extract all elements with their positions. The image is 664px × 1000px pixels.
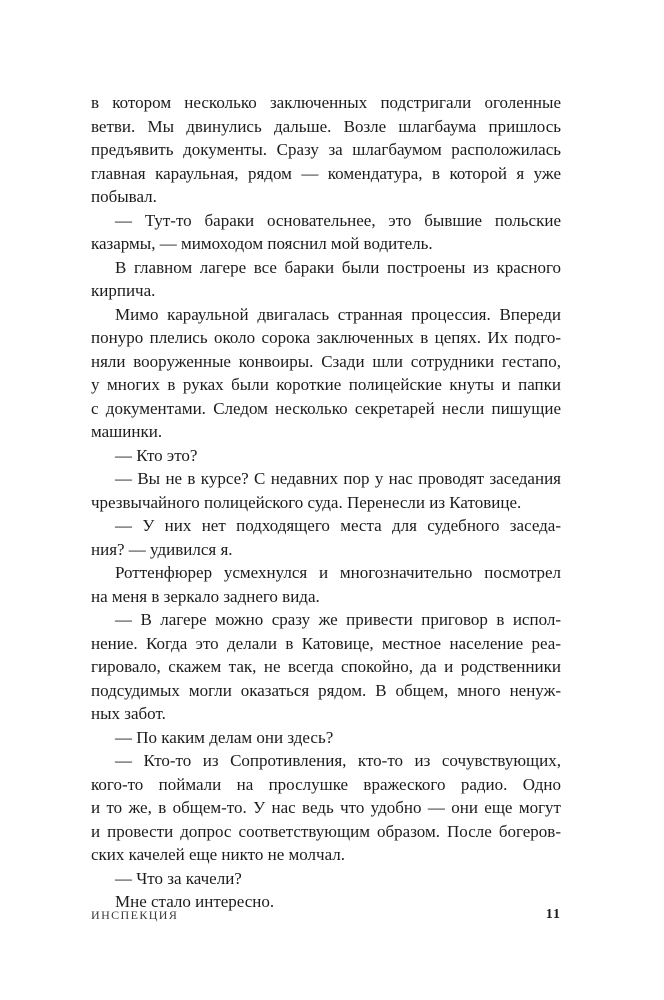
text-line: главная караульная, рядом — комендатура, в которой я уже	[91, 163, 561, 183]
page-number: 11	[545, 907, 561, 922]
text-line: и то же, в общем-то. У нас ведь что удобно — они еще могут	[91, 798, 561, 817]
text-line: казармы, — мимоходом пояснил мой водитель.	[91, 234, 433, 253]
running-head: ИНСПЕКЦИЯ	[91, 908, 179, 922]
text-line: Мимо караульной двигалась странная процессия. Впереди	[115, 304, 561, 324]
page-footer	[91, 908, 561, 928]
text-line: ных забот.	[91, 704, 166, 723]
text-line: — Что за качели?	[115, 868, 242, 888]
text-line: — Вы не в курсе? С недавних пор у нас проводят заседания	[115, 469, 561, 488]
text-line: ских качелей еще никто не молчал.	[91, 845, 345, 864]
text-line: ветви. Мы двинулись дальше. Возле шлагбаума пришлось	[91, 116, 561, 136]
text-line: кирпича.	[91, 281, 156, 300]
text-line: Роттенфюрер усмехнулся и многозначительно посмотрел	[115, 563, 561, 582]
text-line: машинки.	[91, 422, 163, 441]
text-line: предъявить документы. Сразу за шлагбаумом расположилась	[91, 140, 561, 159]
text-line: в котором несколько заключенных подстригали оголенные	[91, 93, 561, 112]
text-line: — По каким делам они здесь?	[115, 727, 334, 747]
text-line: на меня в зеркало заднего вида.	[91, 586, 320, 606]
text-line: понуро плелись около сорока заключенных в цепях. Их подго-	[91, 328, 561, 347]
text-line: няли вооруженные конвоиры. Сзади шли сотрудники гестапо,	[91, 351, 561, 371]
text-line: и провести допрос соответствующим образом. После богеров-	[91, 821, 561, 841]
text-line: ния? — удивился я.	[91, 539, 233, 559]
text-line: — Кто это?	[115, 445, 198, 465]
text-line: побывал.	[91, 187, 157, 206]
text-line: у многих в руках были короткие полицейские кнуты и папки	[91, 375, 561, 394]
text-line: подсудимых могли оказаться рядом. В общем, много ненуж-	[91, 680, 561, 700]
text-line: — Тут-то бараки основательнее, это бывшие польские	[115, 210, 561, 230]
text-line: нение. Когда это делали в Катовице, местное население реа-	[91, 633, 561, 653]
text-line: гировало, скажем так, не всегда спокойно, да и родственники	[91, 657, 561, 676]
text-line: — У них нет подходящего места для судебного заседа-	[115, 516, 561, 535]
text-line: — В лагере можно сразу же привести приговор в испол-	[115, 610, 561, 629]
text-line: Мне стало интересно.	[115, 892, 275, 911]
text-line: чрезвычайного полицейского суда. Перенесли из Катовице.	[91, 492, 522, 512]
page-body	[91, 91, 561, 914]
text-line: В главном лагере все бараки были построены из красного	[115, 257, 561, 277]
text-line: кого-то поймали на прослушке вражеского радио. Одно	[91, 774, 561, 794]
text-line: — Кто-то из Сопротивления, кто-то из сочувствующих,	[115, 751, 561, 770]
text-line: с документами. Следом несколько секретарей несли пишущие	[91, 398, 561, 418]
